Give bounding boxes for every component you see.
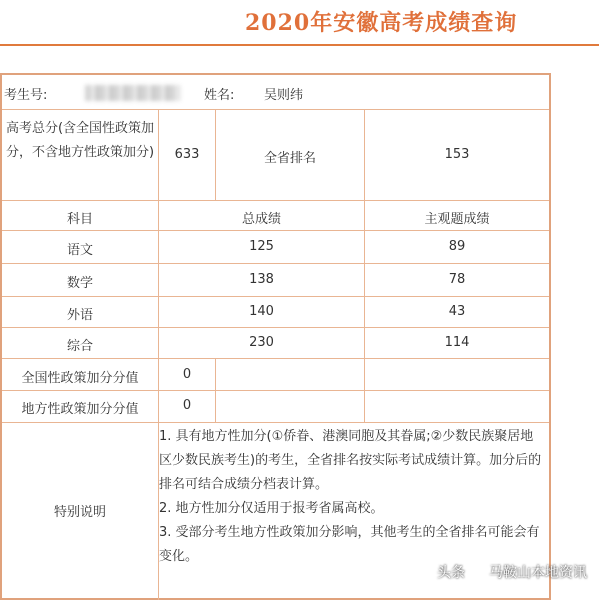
header-subject: 科目 [66,212,93,227]
title-underline [0,44,599,46]
subject-subjective: 78 [448,272,466,287]
subject-name: 语文 [66,243,93,258]
page-title: 2020年安徽高考成绩查询 [245,10,518,36]
row-divider [2,296,549,297]
subject-subjective: 43 [448,304,466,319]
row-divider [2,422,549,423]
exam-no-label: 考生号: [4,88,48,103]
row-divider [2,263,549,264]
note-item: 1. 具有地方性加分(①侨眷、港澳同胞及其眷属;②少数民族聚居地区少数民族考生)的考生，全省排名按实际考试成绩计算。加分后的排名可结合成绩分档表计算。 [159,429,542,492]
header-subjective: 主观题成绩 [424,212,490,227]
local-bonus-value: 0 [182,398,192,413]
redacted-exam-number [85,85,180,101]
national-bonus-value: 0 [182,367,192,382]
row-divider [2,109,549,110]
at-icon [471,565,485,579]
province-rank-value: 153 [444,147,470,162]
subject-total: 125 [249,239,274,254]
row-divider [2,230,549,231]
subject-name: 外语 [66,308,93,323]
notes-label: 特别说明 [53,505,106,520]
row-divider [2,327,549,328]
subject-name: 综合 [66,339,93,354]
province-rank-label: 全省排名 [263,151,316,166]
watermark-prefix: 头条 [437,565,465,581]
note-item: 2. 地方性加分仅适用于报考省属高校。 [159,501,384,516]
notes-list [159,425,546,569]
row-divider [2,200,549,201]
name-value: 吴则纬 [264,88,304,103]
subject-name: 数学 [66,276,93,291]
subject-total: 230 [249,335,274,350]
subject-subjective: 114 [444,335,470,350]
row-divider [2,358,549,359]
note-item: 3. 受部分考生地方性政策加分影响，其他考生的全省排名可能会有变化。 [159,525,540,564]
subject-total: 140 [249,304,274,319]
score-table [0,73,551,600]
subject-subjective: 89 [448,239,466,254]
name-label: 姓名: [204,88,235,103]
total-score-value: 633 [174,147,200,162]
col-divider [215,358,216,422]
row-divider [2,390,549,391]
total-score-label: 高考总分(含全国性政策加分，不含地方性政策加分) [5,121,155,160]
subject-total: 138 [249,272,274,287]
national-bonus-label: 全国性政策加分分值 [21,371,139,386]
local-bonus-label: 地方性政策加分分值 [21,402,139,417]
watermark-account: 马鞍山本地资讯 [489,565,587,581]
header-total: 总成绩 [241,212,281,227]
watermark [437,562,587,582]
